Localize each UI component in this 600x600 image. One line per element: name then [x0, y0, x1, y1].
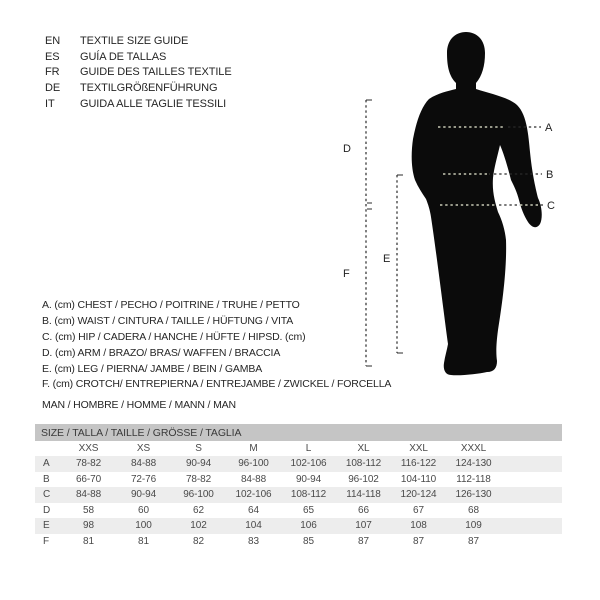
table-cell: 109	[465, 520, 482, 532]
language-code: ES	[45, 50, 60, 63]
table-row	[35, 503, 562, 519]
column-header: XXL	[409, 443, 428, 454]
table-cell: 98	[83, 520, 94, 532]
table-cell: 81	[83, 535, 94, 547]
column-header: M	[249, 443, 258, 454]
row-label: C	[43, 489, 51, 501]
language-code: FR	[45, 66, 60, 79]
table-cell: 82	[193, 535, 204, 547]
man-silhouette	[412, 32, 542, 375]
measure-label-f: F	[343, 268, 350, 280]
row-label: B	[43, 473, 50, 485]
table-cell: 60	[138, 504, 149, 516]
table-row	[35, 456, 562, 472]
row-label: E	[43, 520, 50, 532]
measure-label-d: D	[343, 143, 351, 155]
table-cell: 120-124	[400, 489, 437, 501]
table-title-band: SIZE / TALLA / TAILLE / GRÖSSE / TAGLIA	[35, 424, 562, 441]
table-cell: 62	[193, 504, 204, 516]
table-cell: 106	[300, 520, 317, 532]
table-cell: 100	[135, 520, 152, 532]
table-header-row	[35, 441, 562, 456]
language-code: DE	[45, 81, 61, 94]
legend-item: D. (cm) ARM / BRAZO/ BRAS/ WAFFEN / BRACCIA	[42, 346, 281, 359]
table-cell: 96-100	[183, 489, 214, 501]
table-cell: 112-118	[456, 473, 491, 485]
language-row	[45, 49, 232, 65]
table-cell: 102	[190, 520, 207, 532]
table-cell: 104-110	[400, 473, 437, 485]
table-cell: 84-88	[240, 473, 267, 485]
language-code: EN	[45, 34, 61, 47]
table-cell: 108-112	[345, 458, 382, 470]
table-cell: 58	[83, 504, 94, 516]
table-cell: 81	[138, 535, 149, 547]
table-cell: 87	[413, 535, 424, 547]
table-cell: 68	[468, 504, 479, 516]
man-measurement-diagram	[330, 20, 600, 400]
table-cell: 66-70	[75, 473, 102, 485]
legend-item: B. (cm) WAIST / CINTURA / TAILLE / HÜFTUNG / VITA	[42, 314, 294, 327]
table-cell: 90-94	[130, 489, 157, 501]
table-cell: 66	[358, 504, 369, 516]
column-header: XXS	[78, 443, 99, 454]
measure-label-e: E	[383, 253, 391, 265]
column-header: XL	[357, 443, 370, 454]
table-row	[35, 472, 562, 488]
table-cell: 104	[245, 520, 262, 532]
legend-item: A. (cm) CHEST / PECHO / POITRINE / TRUHE / PETTO	[42, 298, 300, 311]
language-code: IT	[45, 97, 55, 110]
column-header: S	[195, 443, 202, 454]
table-cell: 67	[413, 504, 424, 516]
table-cell: 126-130	[455, 489, 492, 501]
language-title: TEXTILE SIZE GUIDE	[80, 34, 189, 47]
language-row	[45, 80, 232, 96]
language-title-list	[45, 33, 232, 111]
language-title: GUIDA ALLE TAGLIE TESSILI	[80, 97, 227, 110]
measure-label-b: B	[546, 169, 554, 181]
table-row	[35, 487, 562, 503]
table-cell: 78-82	[75, 458, 102, 470]
table-cell: 65	[303, 504, 314, 516]
table-cell: 85	[303, 535, 314, 547]
table-cell: 124-130	[455, 458, 492, 470]
table-cell: 87	[358, 535, 369, 547]
language-row	[45, 64, 232, 80]
table-cell: 96-102	[348, 473, 379, 485]
row-label: F	[43, 535, 50, 547]
table-cell: 107	[355, 520, 372, 532]
table-cell: 114-118	[346, 489, 381, 501]
measure-label-a: A	[545, 122, 553, 134]
category-line: MAN / HOMBRE / HOMME / MANN / MAN	[42, 399, 236, 411]
table-body	[35, 456, 562, 549]
column-header: XXXL	[460, 443, 487, 454]
language-row	[45, 33, 232, 49]
legend-item: E. (cm) LEG / PIERNA/ JAMBE / BEIN / GAMBA	[42, 362, 263, 375]
language-title: GUIDE DES TAILLES TEXTILE	[80, 66, 232, 79]
table-row	[35, 518, 562, 534]
column-header: L	[305, 443, 312, 454]
table-row	[35, 534, 562, 550]
legend-item: F. (cm) CROTCH/ ENTREPIERNA / ENTREJAMBE / ZWICKEL / FORCELLA	[42, 378, 392, 391]
size-table	[35, 424, 562, 549]
language-row	[45, 96, 232, 112]
measure-label-c: C	[547, 200, 555, 212]
table-cell: 102-106	[290, 458, 327, 470]
table-cell: 84-88	[75, 489, 102, 501]
column-header: XS	[136, 443, 151, 454]
table-cell: 102-106	[235, 489, 272, 501]
row-label: D	[43, 504, 51, 516]
legend-item: C. (cm) HIP / CADERA / HANCHE / HÜFTE / HIPSD. (cm)	[42, 330, 306, 343]
table-cell: 96-100	[238, 458, 269, 470]
row-label: A	[43, 458, 50, 470]
language-title: GUÍA DE TALLAS	[80, 50, 167, 63]
language-title: TEXTILGRÖßENFÜHRUNG	[80, 81, 218, 94]
table-cell: 108	[410, 520, 427, 532]
table-cell: 108-112	[290, 489, 327, 501]
table-cell: 78-82	[185, 473, 212, 485]
table-cell: 84-88	[130, 458, 157, 470]
table-cell: 72-76	[130, 473, 157, 485]
table-cell: 87	[468, 535, 479, 547]
table-cell: 64	[248, 504, 259, 516]
table-cell: 83	[248, 535, 259, 547]
table-cell: 90-94	[295, 473, 322, 485]
table-cell: 90-94	[185, 458, 212, 470]
table-cell: 116-122	[400, 458, 437, 470]
